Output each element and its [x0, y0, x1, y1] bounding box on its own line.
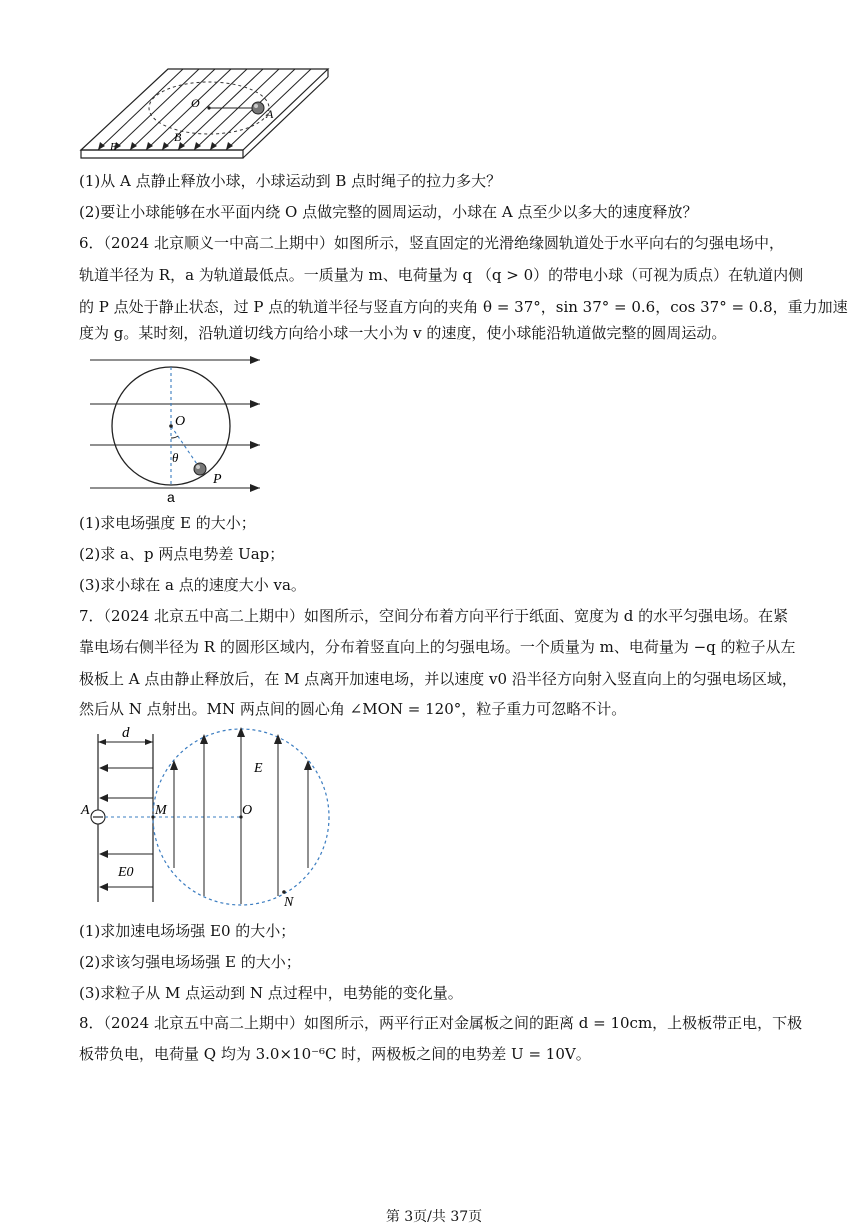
fig2-label-theta: θ [172, 450, 179, 465]
fig2-label-O: O [175, 414, 186, 429]
q6-stem-line3: 的 P 点处于静止状态，过 P 点的轨道半径与竖直方向的夹角 θ = 37°，sin 37° = 0.6，cos 37° = 0.8，重力加速 [79, 298, 848, 316]
q6-part1: (1)求电场强度 E 的大小； [79, 514, 256, 532]
q6-part3: (3)求小球在 a 点的速度大小 va。 [79, 576, 306, 594]
fig2-label-a: a [167, 489, 175, 504]
q7-stem-line2: 靠电场右侧半径为 R 的圆形区域内，分布着竖直向上的匀强电场。一个质量为 m、电荷量为 −q 的粒子从左 [79, 638, 796, 656]
fig3-label-E0: E0 [118, 865, 134, 880]
fig3-label-A: A [81, 803, 90, 818]
q6-part2: (2)求 a、p 两点电势差 Uap； [79, 545, 285, 563]
fig3-label-M: M [155, 803, 167, 818]
q5-part1: (1)从 A 点静止释放小球，小球运动到 B 点时绳子的拉力多大？ [79, 172, 502, 190]
figure-plane-field [78, 64, 338, 164]
fig3-label-N: N [284, 895, 294, 910]
fig1-label-O: O [191, 96, 200, 110]
q7-stem-line3: 极板上 A 点由静止释放后，在 M 点离开加速电场，并以速度 v0 沿半径方向射入竖直向上的匀强电场区域， [79, 670, 797, 688]
figure-accelerating-field [78, 726, 338, 912]
q6-stem-line1: 6．（2024 北京顺义一中高二上期中）如图所示，竖直固定的光滑绝缘圆轨道处于水平向右的匀强电场中， [79, 234, 784, 252]
q7-part2: (2)求该匀强电场场强 E 的大小； [79, 953, 301, 971]
fig1-label-A: A [266, 107, 274, 121]
q7-part3: (3)求粒子从 M 点运动到 N 点过程中，电势能的变化量。 [79, 984, 463, 1002]
fig2-label-P: P [213, 472, 222, 487]
q7-stem-line4: 然后从 N 点射出。MN 两点间的圆心角 ∠MON = 120°，粒子重力可忽略不计。 [79, 700, 627, 718]
q7-stem-line1: 7．（2024 北京五中高二上期中）如图所示，空间分布着方向平行于纸面、宽度为 d 的水平匀强电场。在紧 [79, 607, 789, 625]
fig1-label-E: E [110, 141, 117, 153]
fig1-label-B: B [174, 130, 182, 144]
q8-stem-line2: 板带负电，电荷量 Q 均为 3.0×10⁻⁶C 时，两极板之间的电势差 U = 10V。 [79, 1045, 591, 1063]
figure-circular-track [86, 352, 266, 504]
page-footer: 第 3页/共 37页 [385, 1209, 483, 1225]
q8-stem-line1: 8．（2024 北京五中高二上期中）如图所示，两平行正对金属板之间的距离 d = 10cm，上极板带正电，下极 [79, 1014, 803, 1032]
fig3-label-E: E [254, 761, 263, 776]
q6-stem-line4: 度为 g。某时刻，沿轨道切线方向给小球一大小为 v 的速度，使小球能沿轨道做完整的圆周运动。 [79, 324, 727, 342]
q5-part2: (2)要让小球能够在水平面内绕 O 点做完整的圆周运动，小球在 A 点至少以多大的速度释放？ [79, 203, 698, 221]
fig3-label-d: d [122, 726, 130, 741]
fig3-label-O: O [242, 803, 253, 818]
q6-stem-line2: 轨道半径为 R，a 为轨道最低点。一质量为 m、电荷量为 q （q > 0）的带电小球（可视为质点）在轨道内侧 [79, 266, 804, 284]
q7-part1: (1)求加速电场场强 E0 的大小； [79, 922, 296, 940]
